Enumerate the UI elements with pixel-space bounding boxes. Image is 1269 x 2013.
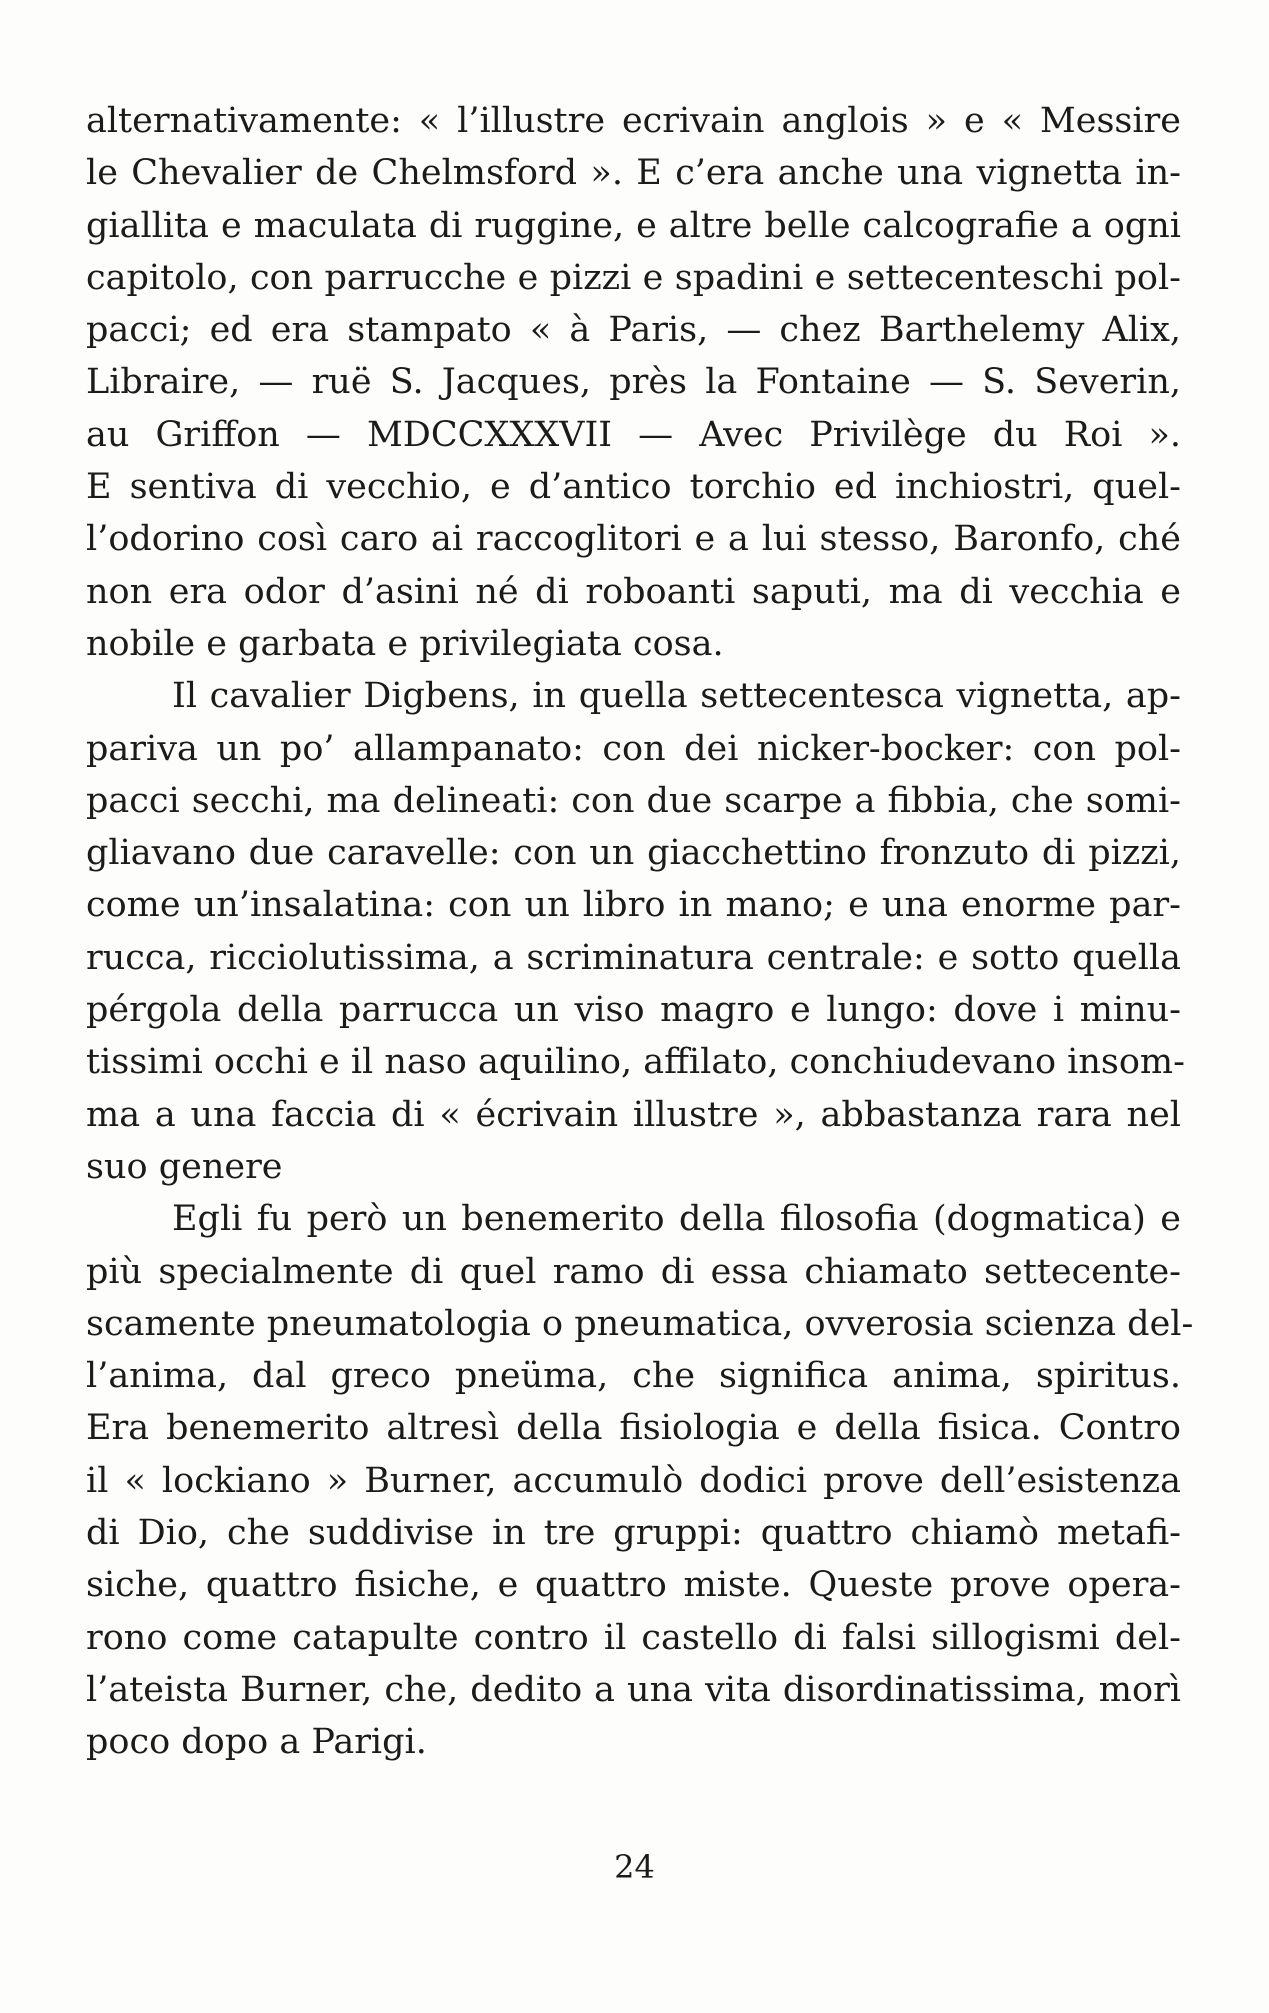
text-line: l’ateista Burner, che, dedito a una vita disordinatissima, morì [86, 1669, 1181, 1710]
text-line: l’anima, dal greco pneüma, che significa anima, spiritus. [86, 1356, 1181, 1397]
text-line: rucca, ricciolutissima, a scriminatura centrale: e sotto quella [86, 937, 1181, 978]
text-line: pariva un po’ allampanato: con dei nicker-bocker: con pol- [86, 728, 1181, 769]
text-line: capitolo, con parrucche e pizzi e spadini e settecenteschi pol- [86, 257, 1181, 298]
text-line: nobile e garbata e privilegiata cosa. [86, 623, 724, 664]
text-line: au Griffon — MDCCXXXVII — Avec Privilège du Roi ». [86, 414, 1181, 455]
text-line: alternativamente: « l’illustre ecrivain anglois » e « Messire [86, 101, 1181, 141]
text-line: siche, quattro fisiche, e quattro miste. Queste prove opera- [86, 1565, 1181, 1606]
text-line: non era odor d’asini né di roboanti saputi, ma di vecchia e [86, 571, 1181, 612]
text-line: Il cavalier Digbens, in quella settecentesca vignetta, ap- [172, 676, 1181, 717]
text-line: ma a una faccia di « écrivain illustre », abbastanza rara nel [86, 1094, 1181, 1135]
paragraph-1 [86, 95, 1181, 670]
text-line: il « lockiano » Burner, accumulò dodici prove dell’esistenza [86, 1460, 1181, 1501]
paragraph-3 [86, 1193, 1194, 1768]
body-text [86, 95, 1194, 1769]
text-line: suo genere [86, 1146, 283, 1187]
text-line: pacci; ed era stampato « à Paris, — chez Barthelemy Alix, [86, 310, 1181, 351]
text-line: Egli fu però un benemerito della filosofia (dogmatica) e [172, 1199, 1181, 1240]
text-line: gliavano due caravelle: con un giacchettino fronzuto di pizzi, [86, 833, 1181, 874]
text-line: pérgola della parrucca un viso magro e lungo: dove i minu- [86, 990, 1181, 1031]
text-line: giallita e maculata di ruggine, e altre belle calcografie a ogni [86, 205, 1181, 246]
text-line: come un’insalatina: con un libro in mano; e una enorme par- [86, 885, 1181, 926]
page-number: 24 [614, 1848, 655, 1886]
text-line: E sentiva di vecchio, e d’antico torchio ed inchiostri, quel- [86, 467, 1181, 508]
text-line: più specialmente di quel ramo di essa chiamato settecente- [86, 1251, 1181, 1292]
text-line: tissimi occhi e il naso aquilino, affilato, conchiudevano insom- [86, 1042, 1185, 1083]
text-line: Era benemerito altresì della fisiologia e della fisica. Contro [86, 1408, 1181, 1449]
text-line: pacci secchi, ma delineati: con due scarpe a fibbia, che somi- [86, 780, 1181, 821]
text-line: l’odorino così caro ai raccoglitori e a lui stesso, Baronfo, ché [86, 519, 1181, 560]
paragraph-2 [86, 670, 1185, 1193]
text-line: scamente pneumatologia o pneumatica, ovverosia scienza del- [86, 1303, 1194, 1344]
text-line: Libraire, — ruë S. Jacques, près la Fontaine — S. Severin, [86, 362, 1181, 403]
text-line: poco dopo a Parigi. [86, 1722, 427, 1763]
text-line: le Chevalier de Chelmsford ». E c’era anche una vignetta in- [86, 153, 1181, 194]
text-line: rono come catapulte contro il castello di falsi sillogismi del- [86, 1617, 1181, 1658]
text-line: di Dio, che suddivise in tre gruppi: quattro chiamò metafi- [86, 1513, 1181, 1554]
